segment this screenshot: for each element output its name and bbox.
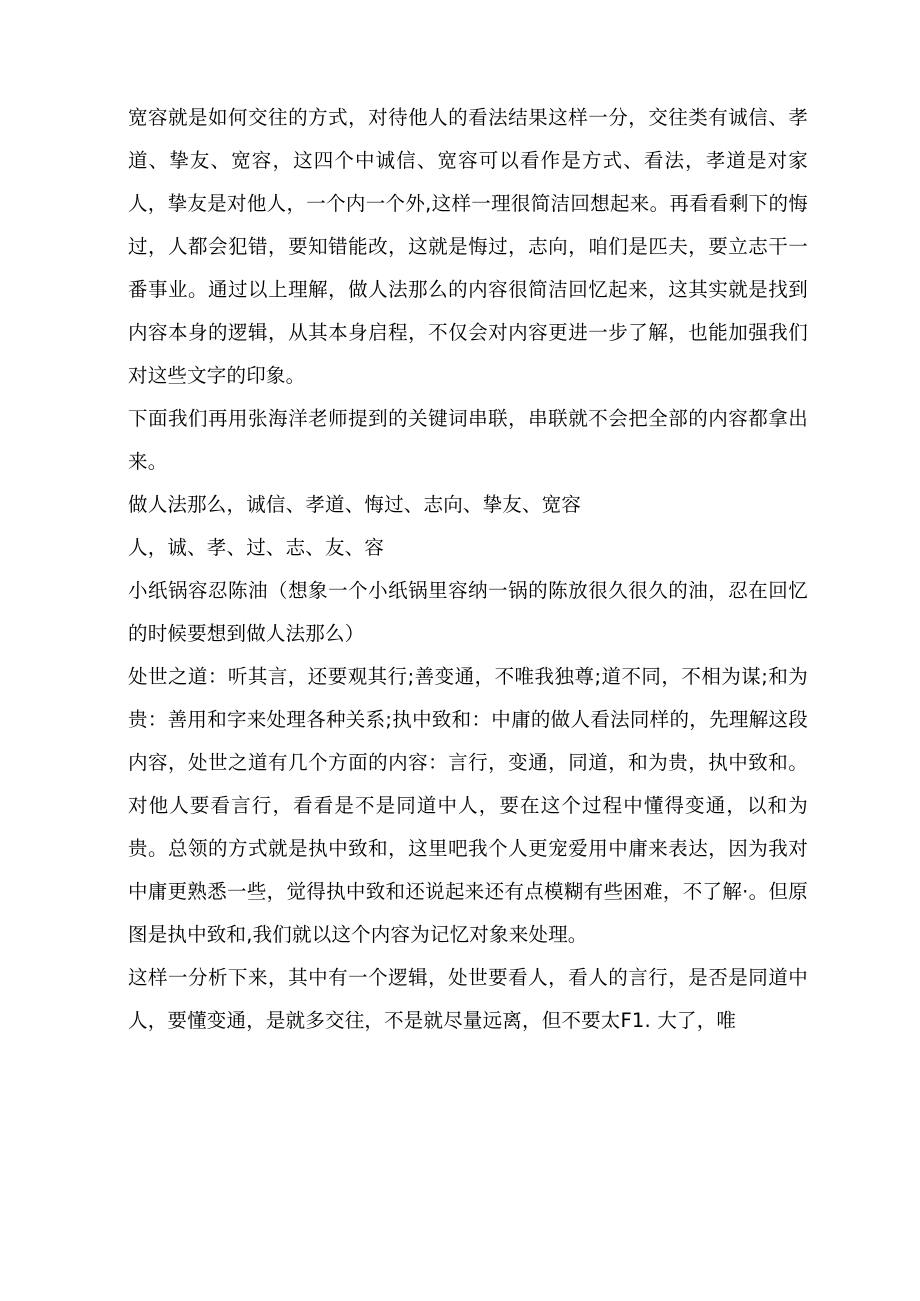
paragraph: 小纸锅容忍陈油（想象一个小纸锅里容纳一锅的陈放很久很久的油，忍在回忆的时候要想到做人法那么） bbox=[128, 579, 808, 645]
paragraph: 这样一分析下来，其中有一个逻辑，处世要看人，看人的言行，是否是同道中人，要懂变通，是就多交往，不是就尽量远离，但不要太F1. 大了，唯 bbox=[128, 966, 808, 1032]
paragraph: 处世之道：听其言，还要观其行;善变通，不唯我独尊;道不同，不相为谋;和为贵：善用和字来处理各种关系;执中致和：中庸的做人看法同样的，先理解这段内容，处世之道有几个方面的内容：言行，变通，同道，和为贵，执中致和。对他人要看言行，看看是不是同道中人，要在这个过程中懂得变通，以和为贵。总领的方式就是执中致和，这里吧我个人更宠爱用中庸来表达，因为我对中庸更熟悉一些，觉得执中致和还说起来还有点模糊有些困难，不了解·。但原图是执中致和,我们就以这个内容为记忆对象来处理。 bbox=[128, 665, 808, 946]
paragraph: 宽容就是如何交往的方式，对待他人的看法结果这样一分，交往类有诚信、孝道、挚友、宽容，这四个中诚信、宽容可以看作是方式、看法，孝道是对家人，挚友是对他人，一个内一个外,这样一理很简洁回想起来。再看看剩下的悔过，人都会犯错，要知错能改，这就是悔过，志向，咱们是匹夫，要立志干一番事业。通过以上理解，做人法那么的内容很简洁回忆起来，这其实就是找到内容本身的逻辑，从其本身启程，不仅会对内容更进一步了解，也能加强我们对这些文字的印象。 bbox=[128, 106, 808, 387]
paragraph: 下面我们再用张海洋老师提到的关键词串联，串联就不会把全部的内容都拿出来。 bbox=[128, 407, 808, 473]
document-body bbox=[128, 96, 808, 1042]
paragraph: 人，诚、孝、过、志、友、容 bbox=[128, 536, 385, 559]
paragraph: 做人法那么，诚信、孝道、悔过、志向、挚友、宽容 bbox=[128, 493, 582, 516]
